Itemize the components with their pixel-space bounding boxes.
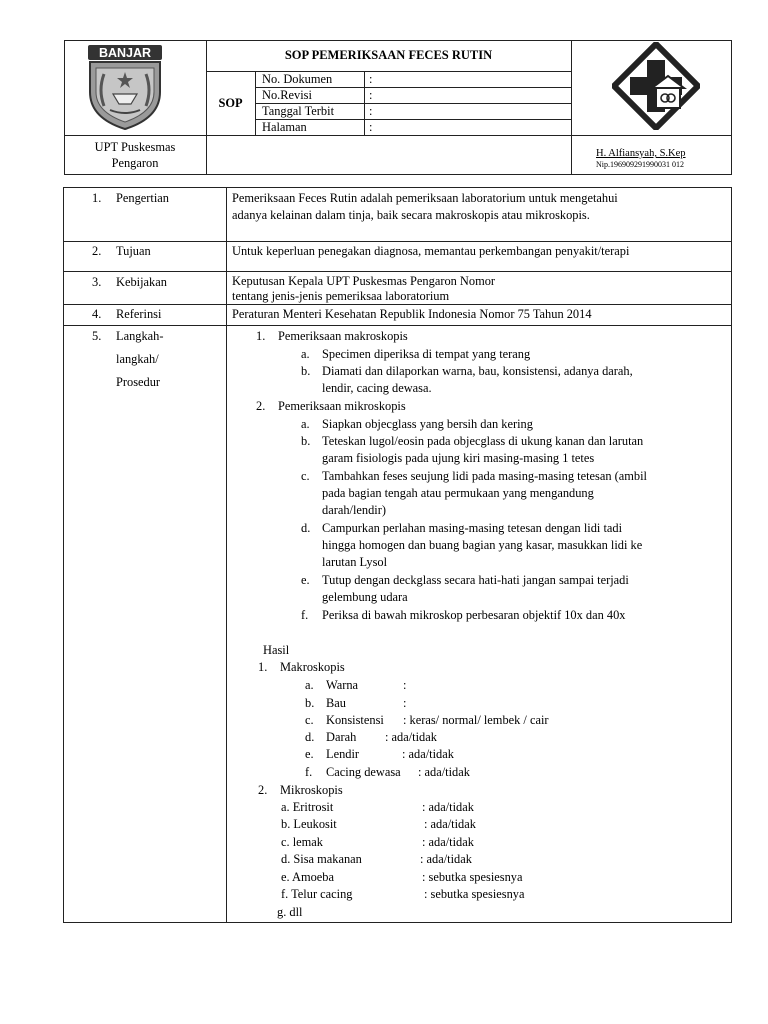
step-1b-text-1: Diamati dan dilaporkan warna, bau, konsistensi, adanya darah, <box>322 364 633 378</box>
meta-value-no-revisi: : <box>369 88 373 102</box>
hasil-1-title: Makroskopis <box>280 660 345 674</box>
signer-nip: Nip.196909291990031 012 <box>596 160 684 169</box>
hasil-2-num: 2. <box>258 783 268 797</box>
mikro-item-label: c. lemak <box>281 835 323 849</box>
step-2b-mark: b. <box>301 434 311 448</box>
makro-item-mark: f. <box>305 765 313 779</box>
makro-item-mark: a. <box>305 678 314 692</box>
mikro-item-label: b. Leukosit <box>281 817 337 831</box>
step-2e-text-2: gelembung udara <box>322 590 408 604</box>
meta-value-halaman: : <box>369 120 373 134</box>
row-tujuan-num: 2. <box>92 244 102 258</box>
row-kebijakan-text-1: Keputusan Kepala UPT Puskesmas Pengaron Nomor <box>232 274 496 288</box>
step-2f-text: Periksa di bawah mikroskop perbesaran objektif 10x dan 40x <box>322 608 626 622</box>
step-1a-mark: a. <box>301 347 310 361</box>
step-2c-mark: c. <box>301 469 310 483</box>
mikro-item-label: e. Amoeba <box>281 870 334 884</box>
mikro-item-value: : ada/tidak <box>422 800 474 814</box>
step-2c-text-1: Tambahkan feses seujung lidi pada masing-masing tetesan (ambil <box>322 469 647 483</box>
makro-item-value: : <box>403 678 407 692</box>
makro-item-value: : keras/ normal/ lembek / cair <box>403 713 549 727</box>
row-kebijakan-text-2: tentang jenis-jenis pemeriksaa laboratorium <box>232 289 450 303</box>
step-1a-text: Specimen diperiksa di tempat yang terang <box>322 347 531 361</box>
makro-item-label: Lendir <box>326 747 360 761</box>
step-2-num: 2. <box>256 399 266 413</box>
step-2d-text-1: Campurkan perlahan masing-masing tetesan dengan lidi tadi <box>322 521 623 535</box>
hasil-heading: Hasil <box>263 643 290 657</box>
step-1b-text-2: lendir, cacing dewasa. <box>322 381 432 395</box>
step-2c-text-2: pada bagian tengah atau permukaan yang mengandung <box>322 486 594 500</box>
row-pengertian-text-1: Pemeriksaan Feces Rutin adalah pemeriksaan laboratorium untuk mengetahui <box>232 191 618 205</box>
step-2d-text-3: larutan Lysol <box>322 555 388 569</box>
meta-value-tanggal-terbit: : <box>369 104 373 118</box>
mikro-item-label: f. Telur cacing <box>281 887 353 901</box>
makro-item-label: Warna <box>326 678 359 692</box>
makro-item-label: Cacing dewasa <box>326 765 401 779</box>
step-2a-mark: a. <box>301 417 310 431</box>
logo-left-text: BANJAR <box>98 46 152 60</box>
meta-value-no-dokumen: : <box>369 72 373 86</box>
makro-item-mark: d. <box>305 730 315 744</box>
row-pengertian-text-2: adanya kelainan dalam tinja, baik secara makroskopis atau mikroskopis. <box>232 208 590 222</box>
makro-item-value: : ada/tidak <box>402 747 454 761</box>
step-2-title: Pemeriksaan mikroskopis <box>278 399 406 413</box>
mikro-item-label: g. dll <box>277 905 303 919</box>
row-tujuan-text: Untuk keperluan penegakan diagnosa, memantau perkembangan penyakit/terapi <box>232 244 630 258</box>
step-2a-text: Siapkan objecglass yang bersih dan kering <box>322 417 533 431</box>
org-line-1: UPT Puskesmas <box>94 140 176 154</box>
makro-item-mark: e. <box>305 747 314 761</box>
mikro-item-value: : ada/tidak <box>420 852 472 866</box>
step-2e-mark: e. <box>301 573 310 587</box>
makro-item-value: : ada/tidak <box>385 730 437 744</box>
mikro-item-value: : sebutka spesiesnya <box>422 870 523 884</box>
step-1-num: 1. <box>256 329 266 343</box>
row-pengertian-num: 1. <box>92 191 102 205</box>
makro-item-mark: c. <box>305 713 314 727</box>
row-kebijakan-num: 3. <box>92 275 102 289</box>
step-1b-mark: b. <box>301 364 311 378</box>
mikro-item-value: : ada/tidak <box>424 817 476 831</box>
makro-item-mark: b. <box>305 696 315 710</box>
document-title: SOP PEMERIKSAAN FECES RUTIN <box>284 48 493 62</box>
row-prosedur-num: 5. <box>92 329 102 343</box>
step-2d-text-2: hingga homogen dan buang bagian yang kasar, masukkan lidi ke <box>322 538 643 552</box>
row-referensi-label: Referinsi <box>116 307 162 321</box>
row-prosedur-label-1: Langkah- <box>116 329 164 343</box>
puskesmas-logo <box>612 42 700 130</box>
step-2e-text-1: Tutup dengan deckglass secara hati-hati jangan sampai terjadi <box>322 573 629 587</box>
makro-item-label: Darah <box>326 730 357 744</box>
sop-label: SOP <box>218 96 243 110</box>
meta-label-no-dokumen: No. Dokumen <box>262 72 333 86</box>
row-referensi-text: Peraturan Menteri Kesehatan Republik Indonesia Nomor 75 Tahun 2014 <box>232 307 592 321</box>
step-2b-text-1: Teteskan lugol/eosin pada objecglass di ukung kanan dan larutan <box>322 434 644 448</box>
row-tujuan-label: Tujuan <box>116 244 151 258</box>
step-2d-mark: d. <box>301 521 311 535</box>
banjar-emblem-logo <box>84 44 166 130</box>
meta-label-no-revisi: No.Revisi <box>262 88 312 102</box>
row-referensi-num: 4. <box>92 307 102 321</box>
step-2c-text-3: darah/lendir) <box>322 503 386 517</box>
row-pengertian-label: Pengertian <box>116 191 169 205</box>
row-prosedur-label-2: langkah/ <box>116 352 159 366</box>
signer-name: H. Alfiansyah, S.Kep <box>596 148 686 159</box>
org-line-2: Pengaron <box>111 156 159 170</box>
hasil-2-title: Mikroskopis <box>280 783 343 797</box>
mikro-item-label: a. Eritrosit <box>281 800 334 814</box>
mikro-item-value: : ada/tidak <box>422 835 474 849</box>
meta-label-tanggal-terbit: Tanggal Terbit <box>262 104 335 118</box>
step-2b-text-2: garam fisiologis pada ujung kiri masing-masing 1 tetes <box>322 451 595 465</box>
makro-item-value: : ada/tidak <box>418 765 470 779</box>
hasil-1-num: 1. <box>258 660 268 674</box>
meta-label-halaman: Halaman <box>262 120 307 134</box>
step-1-title: Pemeriksaan makroskopis <box>278 329 408 343</box>
row-kebijakan-label: Kebijakan <box>116 275 167 289</box>
makro-item-value: : <box>403 696 407 710</box>
step-2f-mark: f. <box>301 608 309 622</box>
row-prosedur-label-3: Prosedur <box>116 375 161 389</box>
makro-item-label: Konsistensi <box>326 713 384 727</box>
makro-item-label: Bau <box>326 696 346 710</box>
mikro-item-value: : sebutka spesiesnya <box>424 887 525 901</box>
mikro-item-label: d. Sisa makanan <box>281 852 362 866</box>
